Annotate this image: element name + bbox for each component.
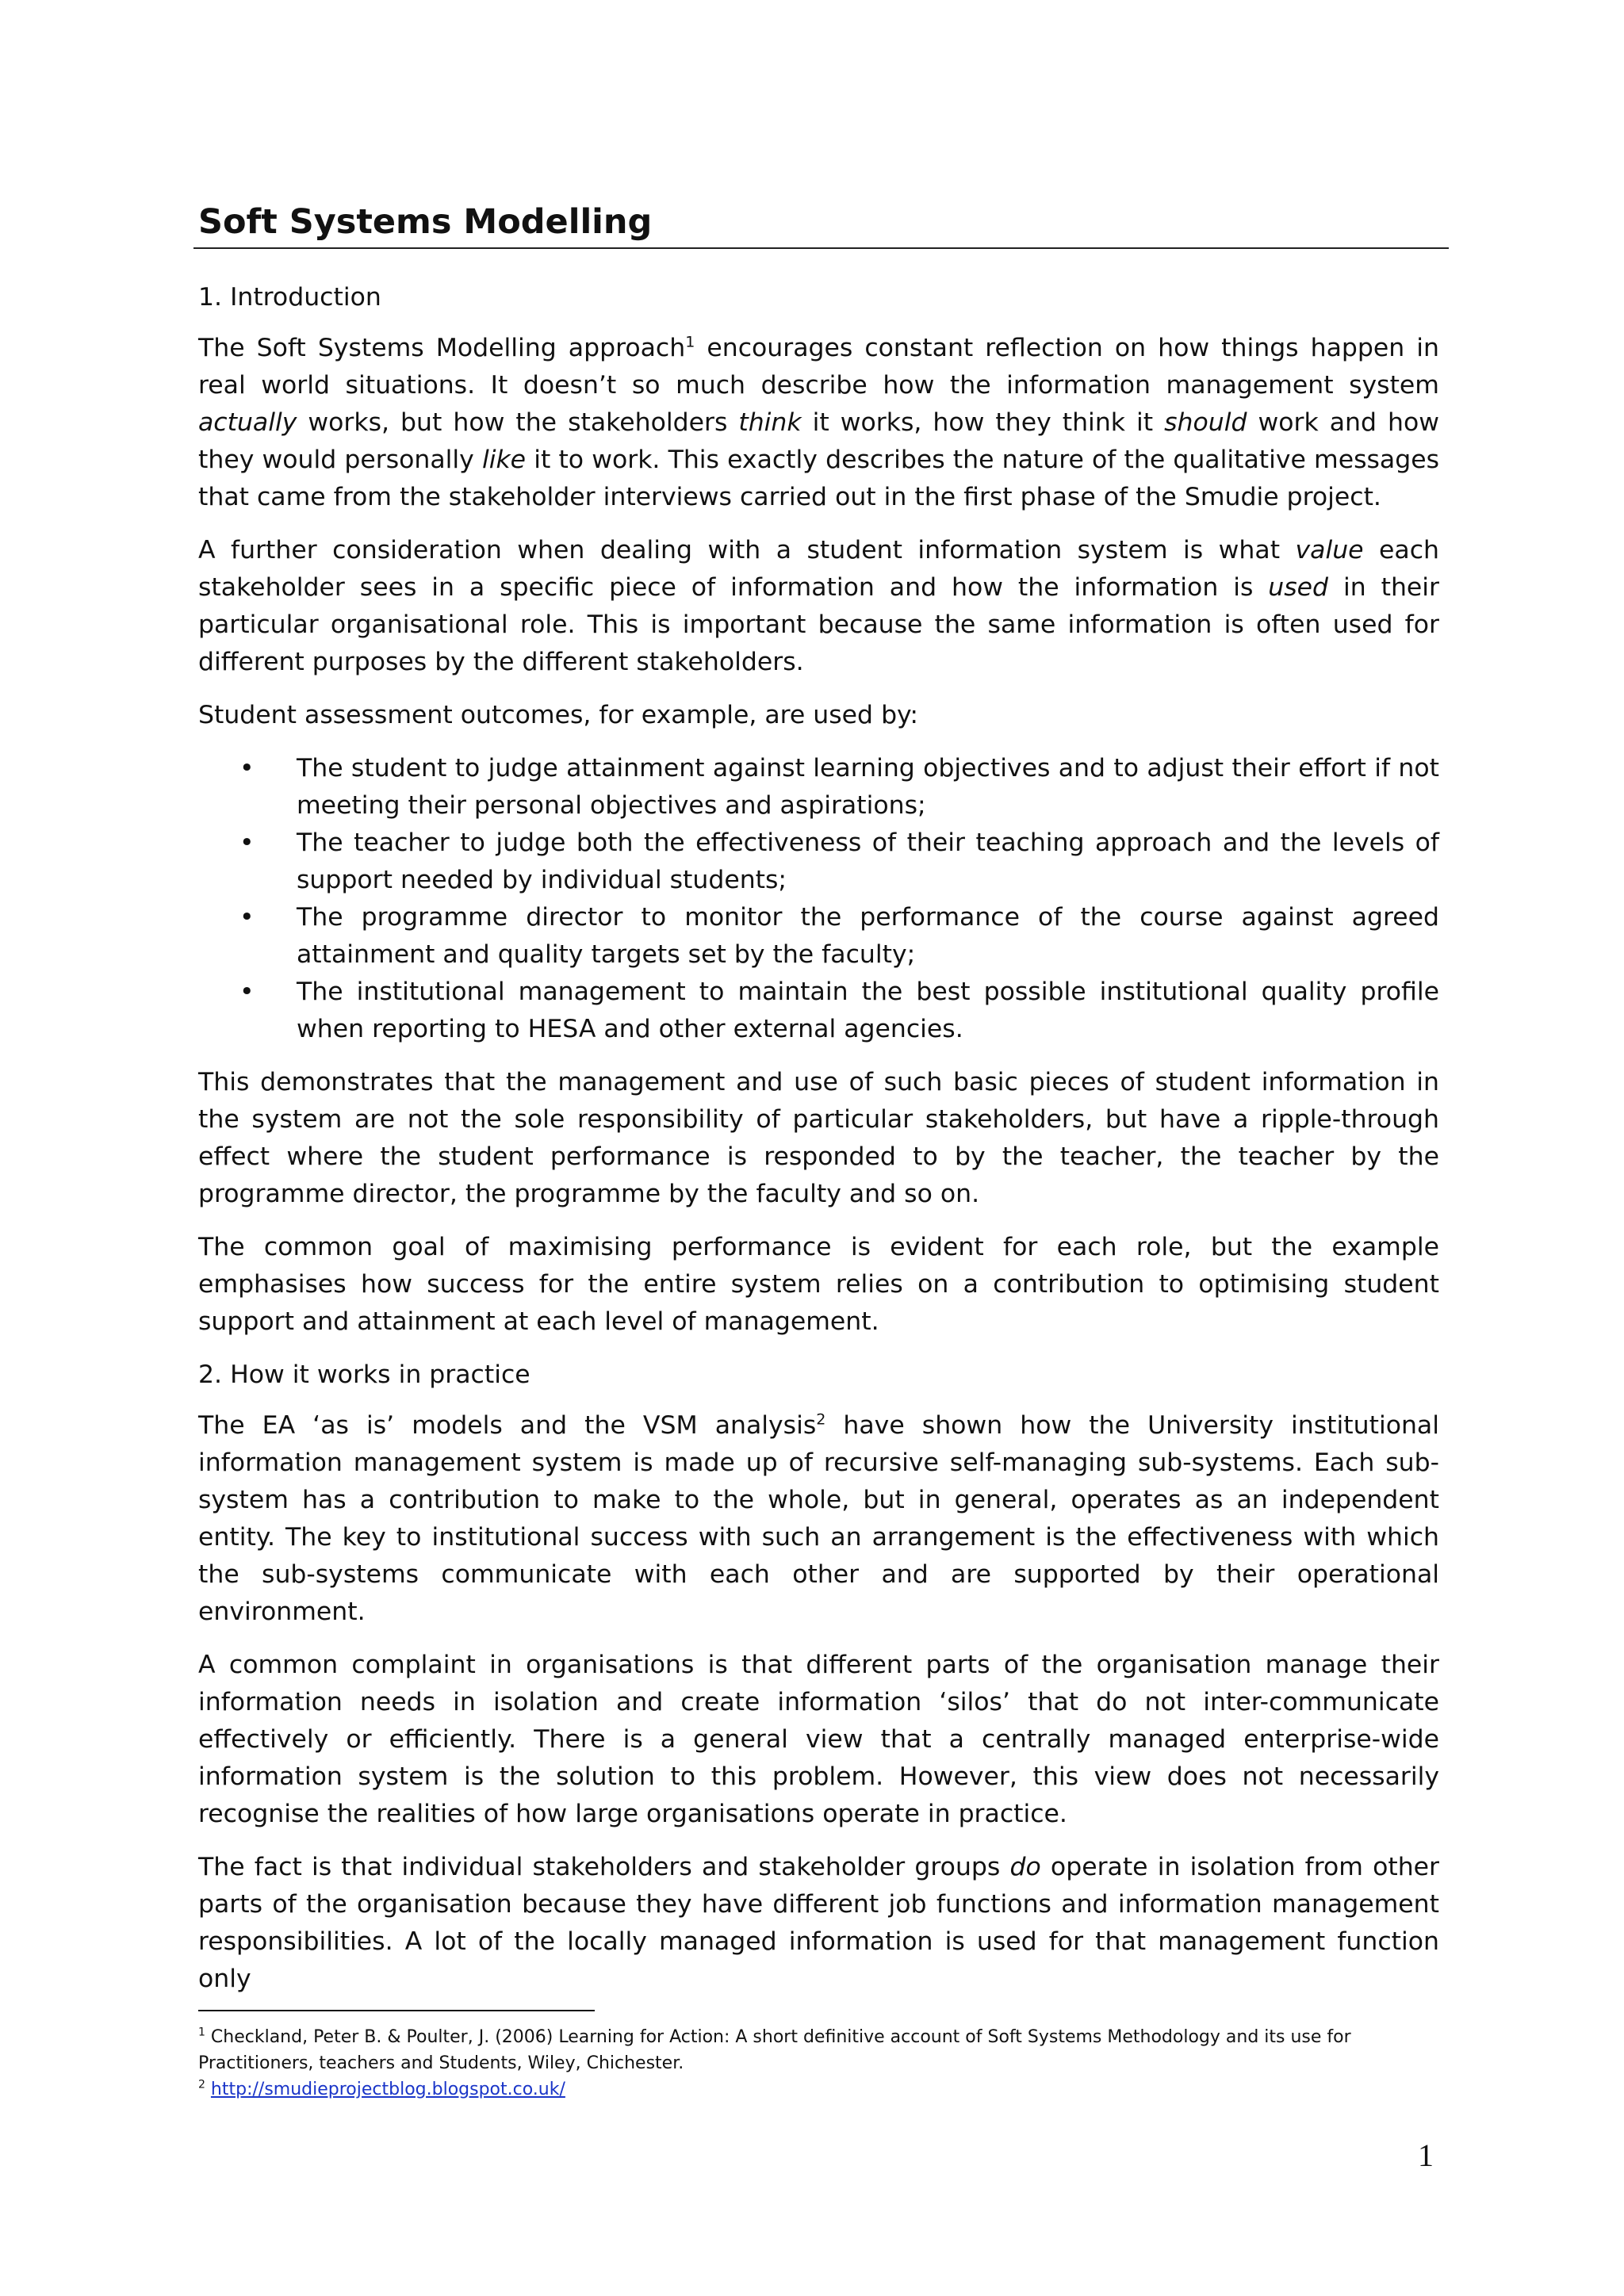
paragraph-4: This demonstrates that the management and use of such basic pieces of student information in the system are not the sole responsibility of particular stakeholders, but have a ripple-through effect where the student performance is responded to by the teacher, the teacher by the programme director, the programme by the faculty and so on.	[198, 1068, 1439, 1208]
bullet-list	[198, 750, 1439, 1048]
paragraph-7: A common complaint in organisations is that different parts of the organisation manage their information needs in isolation and create information ‘silos’ that do not inter-communicate effectively or efficiently. There is a general view that a centrally managed enterprise-wide information system is the solution to this problem. However, this view does not necessarily recognise the realities of how large organisations operate in practice.	[198, 1651, 1439, 1828]
footnote-link[interactable]: http://smudieprojectblog.blogspot.co.uk/	[210, 2080, 565, 2099]
section-heading-practice: 2. How it works in practice	[198, 1360, 530, 1389]
footnote-divider	[198, 2010, 595, 2011]
list-item: • The programme director to monitor the performance of the course against agreed attainment and quality targets set by the faculty;	[297, 899, 1439, 974]
footnote-1: $^1$ Checkland, Peter B. & Poulter, J. (2006) Learning for Action: A short definitive account of Soft Systems Methodology and its use for Practitioners, teachers and Students, Wiley, Chichester.	[198, 2026, 1351, 2073]
list-item: • The student to judge attainment against learning objectives and to adjust their effort if not meeting their personal objectives and aspirations;	[297, 750, 1439, 825]
document-body	[198, 198, 1439, 2014]
paragraph-6: The EA ‘as is’ models and the VSM analysis$^2$ have shown how the University institutional information management system is made up of recursive self-managing sub-systems. Each sub-system has a contribution to make to the whole, but in general, operates as an independent entity. The key to institutional success with such an arrangement is the effectiveness with which the sub-systems communicate with each other and are supported by their operational environment.	[198, 1410, 1439, 1626]
paragraph-2: A further consideration when dealing with a student information system is what value each stakeholder sees in a specific piece of information and how the information is used in their particular organisational role. This is important because the same information is often used for different purposes by the different stakeholders.	[198, 536, 1440, 676]
page-number: 1	[1418, 2137, 1434, 2173]
paragraph-3: Student assessment outcomes, for example, are used by:	[198, 701, 919, 729]
footnote-2: $^2$ http://smudieprojectblog.blogspot.co.uk/	[198, 2078, 565, 2099]
paragraph-1: The Soft Systems Modelling approach$^1$ encourages constant reflection on how things happen in real world situations. It doesn’t so much describe how the information management system actually works, but how the stakeholders think it works, how they think it should work and how they would personally like it to work. This exactly describes the nature of the qualitative messages that came from the stakeholder interviews carried out in the first phase of the Smudie project.	[198, 333, 1439, 511]
list-item: • The institutional management to maintain the best possible institutional quality profile when reporting to HESA and other external agencies.	[297, 974, 1439, 1048]
list-item: • The teacher to judge both the effectiveness of their teaching approach and the levels of support needed by individual students;	[297, 825, 1439, 899]
footnote-ref-2[interactable]: 2	[816, 1410, 826, 1429]
section-heading-introduction: 1. Introduction	[198, 283, 381, 312]
paragraph-8: The fact is that individual stakeholders and stakeholder groups do operate in isolation from other parts of the organisation because they have different job functions and information management responsibilities. A lot of the locally managed information is used for that management function only	[198, 1853, 1440, 1993]
footnote-ref-1[interactable]: 1	[685, 333, 695, 351]
document-title: Soft Systems Modelling	[193, 198, 1449, 249]
footnotes	[198, 2024, 1435, 2103]
paragraph-5: The common goal of maximising performance is evident for each role, but the example emphasises how success for the entire system relies on a contribution to optimising student support and attainment at each level of management.	[198, 1233, 1439, 1336]
